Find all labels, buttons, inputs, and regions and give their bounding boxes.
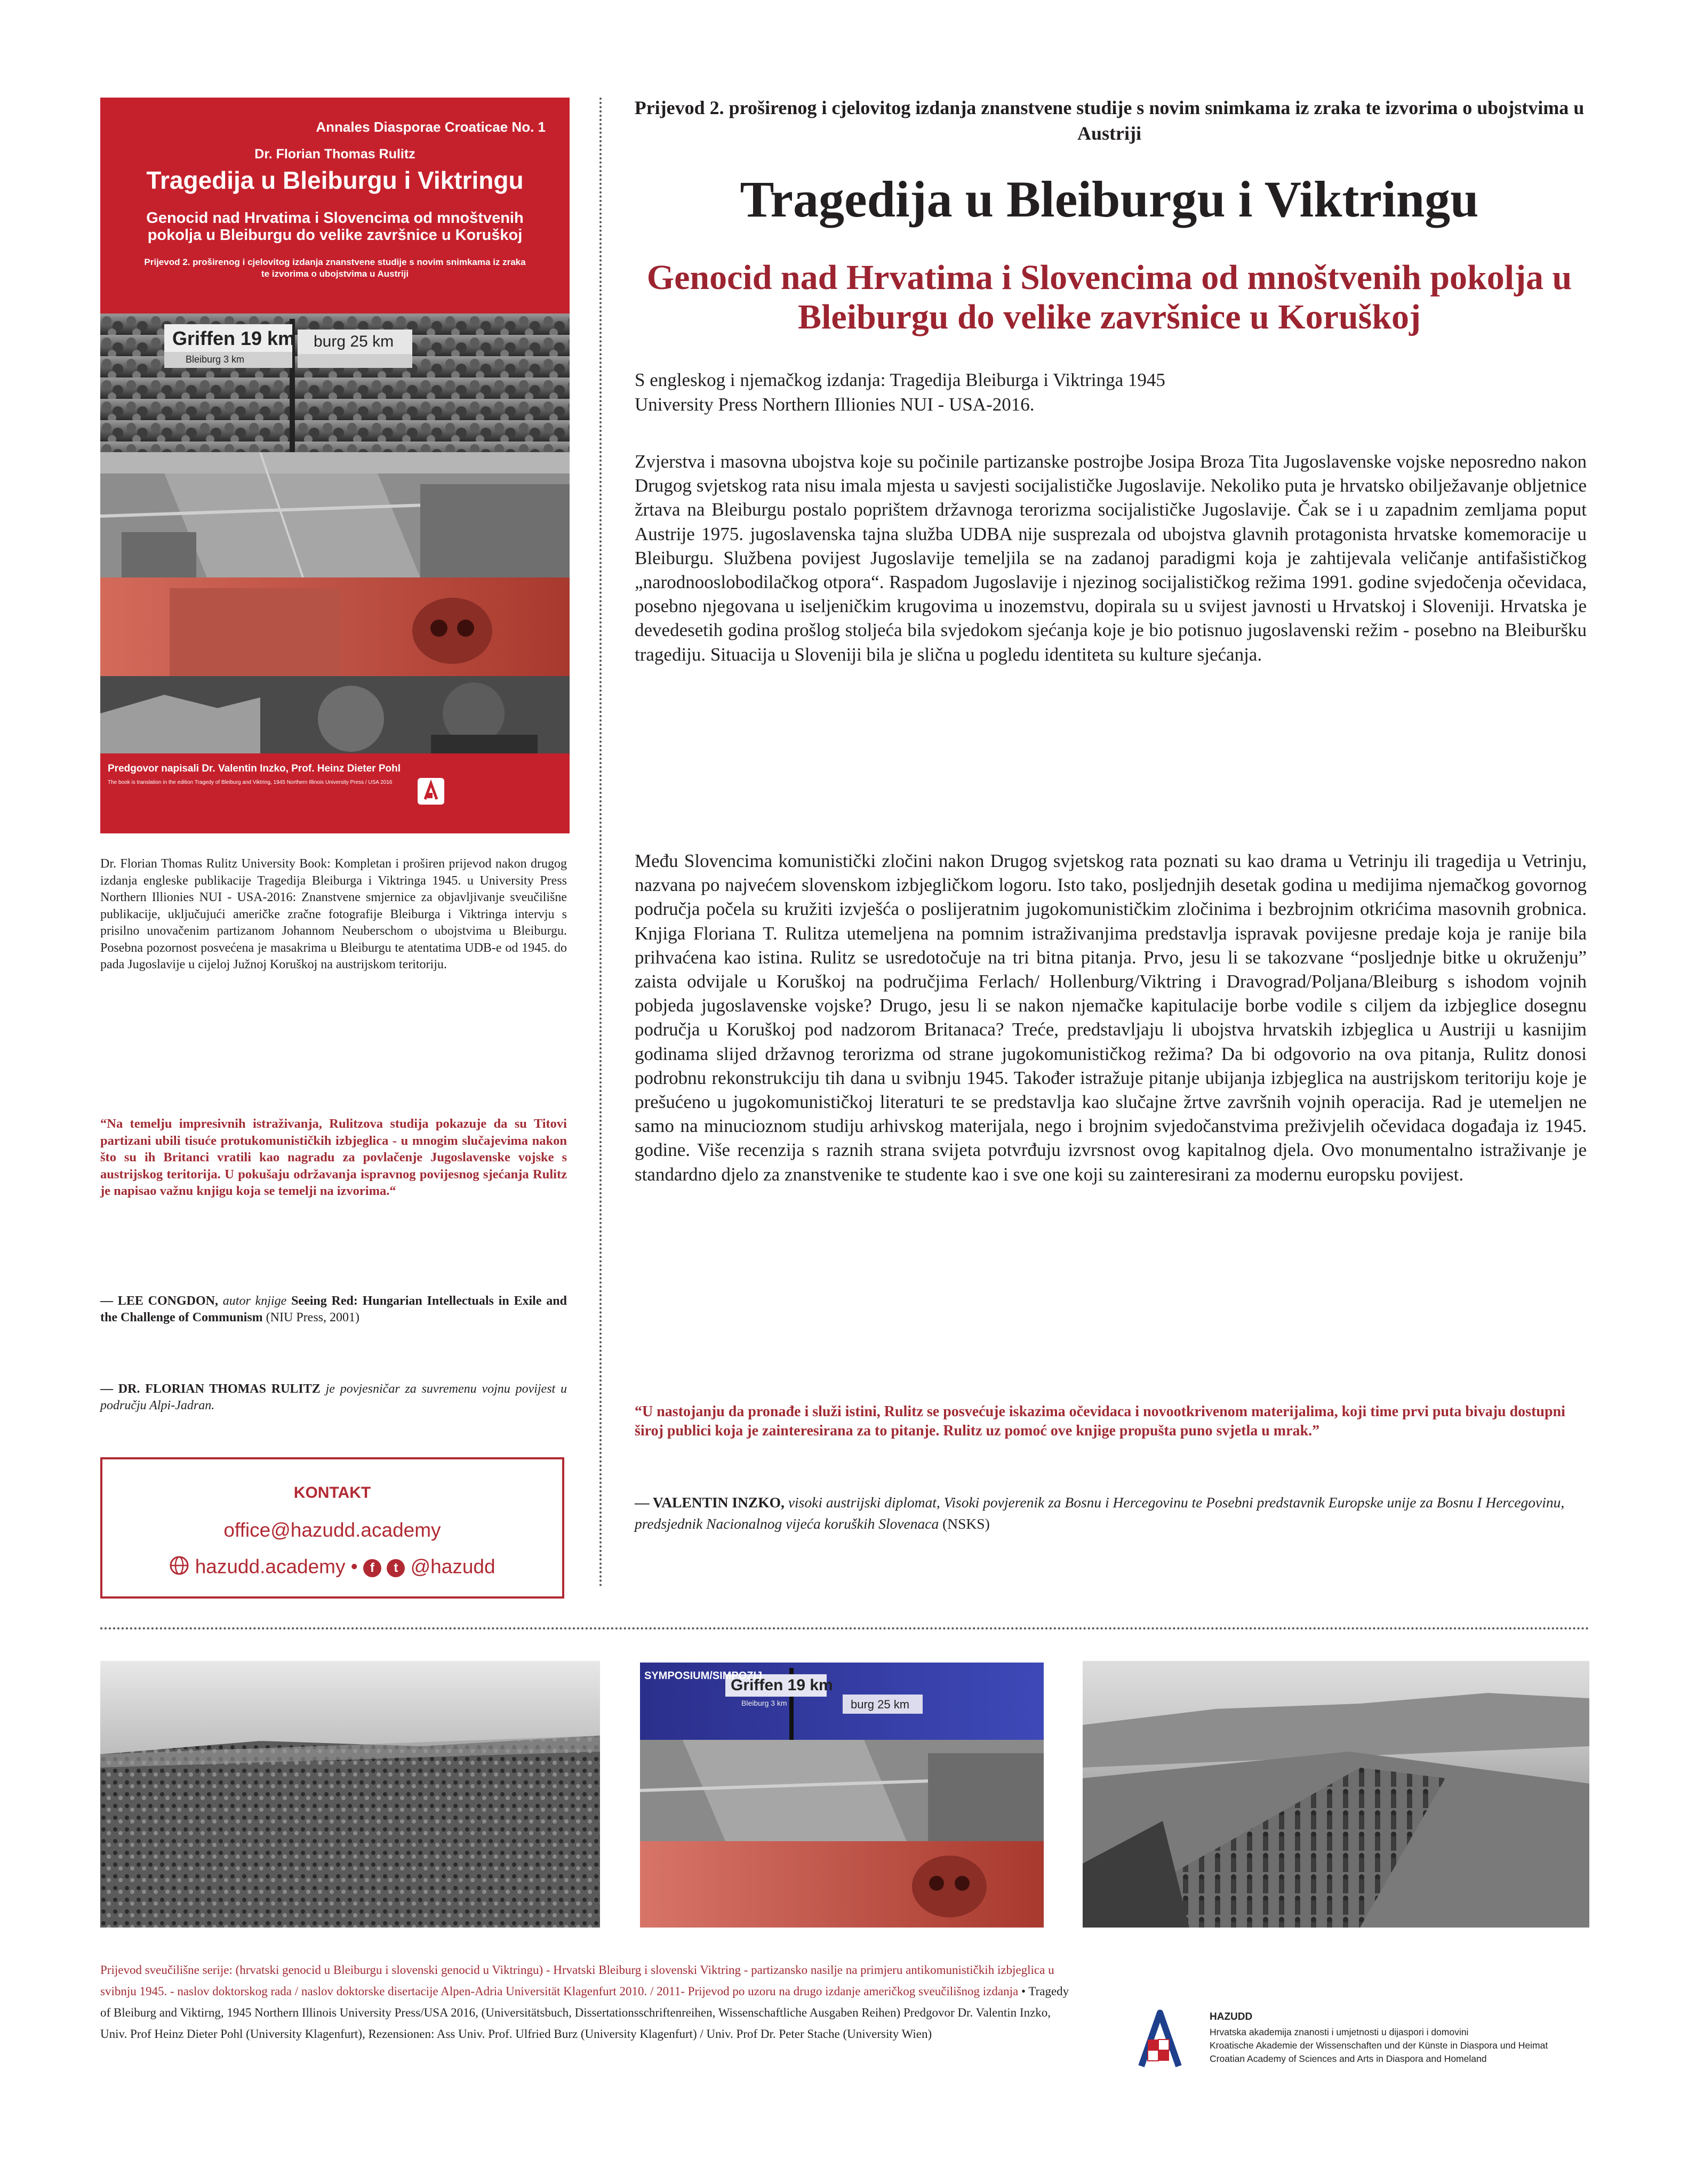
book-cover [100,98,570,833]
crowd-field-photo [100,1661,600,1928]
cover-header [100,98,570,314]
page-subtitle: Genocid nad Hrvatima i Slovencima od mnoštvenih pokolja u Bleiburgu do velike završnice u Koruškoj [646,258,1572,336]
sign-bleiburg: Bleiburg 3 km [186,354,245,365]
cover-crowd-photo [100,314,570,452]
attr-role: je povjesničar za suvremenu vojnu povijest u području Alpi-Jadran. [100,1382,567,1412]
cover-skull-photo [100,577,570,676]
facebook-icon[interactable]: f [363,1559,381,1577]
cover-subtitle: Genocid nad Hrvatima i Slovencima od mnoštvenih pokolja u Bleiburgu do velike završnice u Koruškoj [146,210,524,244]
org-name-en: Croatian Academy of Sciences and Arts in Diaspora and Homeland [1210,2053,1487,2064]
attr-role: autor knjige [222,1294,287,1308]
footer-credits [100,1960,1071,2045]
cover-aerial-photo [100,452,570,577]
attr-name: — LEE CONGDON, [100,1294,218,1308]
cover-note: Prijevod 2. proširenog i cjelovitog izdanja znanstvene studije s novim snimkama iz zraka te izvorima o ubojstvima u Austriji [144,257,526,279]
footer-red-text: Prijevod sveučilišne serije: (hrvatski genocid u Bleiburgu i slovenski genocid u Viktringu) - Hrvatski Bleiburg i slovenski Viktring - partizansko nasilje na primjeru antikomunističkih izbjeglica u svibnju 1945. - naslov doktorskog rada / naslov doktorske disertacije Alpen-Adria Universität Klagenfurt 2010. / 2011- Prijevod po uzoru na drugo izdanje američkog sveučilišnog izdanja [100,1963,1054,1998]
book-description: Dr. Florian Thomas Rulitz University Book: Kompletan i proširen prijevod nakon drugog izdanja engleske publikacije Tragedija Bleiburga i Viktringa 1945. u University Press Northern Illionies NUI - USA-2016: Znanstvene smjernice za objavljivanje sveučilišne publikacije, uključujući američke zračne fotografije Bleiburga i Viktringa intervju s prisilno unovačenim partizanom Johannom Neuberschom o ubojstvima u Bleiburgu. Posebna pozornost posvećena je masakrima u Bleiburgu te atentatima UDB-e od 1945. do pada Jugoslavije u cijeloj Južnoj Koruškoj na austrijskom teritoriju. [100,857,567,971]
hazudd-logo [1131,2002,1189,2071]
cover-series: Annales Diasporae Croaticae No. 1 [316,119,546,135]
right-attribution [635,1492,1587,1535]
globe-icon [169,1555,189,1580]
cover-title: Tragedija u Bleiburgu i Viktringu [146,166,524,194]
attr-tail: (NSKS) [942,1515,990,1532]
contact-heading: KONTAKT [293,1484,371,1502]
kicker: Prijevod 2. proširenog i cjelovitog izdanja znanstvene studije s novim snimkama iz zraka te izvorima o ubojstvima u Austriji [634,97,1585,144]
attr-name: — VALENTIN INZKO, [635,1494,785,1511]
org-name-hr: Hrvatska akademija znanosti i umjetnosti u dijaspori i domovini [1210,2027,1469,2037]
source-info [635,368,1584,417]
page-title: Tragedija u Bleiburgu i Viktringu [740,171,1479,228]
source-line-1: S engleskog i njemačkog izdanja: Tragedija Bleiburga i Viktringa 1945 [635,370,1165,390]
source-line-2: University Press Northern Illionies NUI - USA-2016. [635,394,1035,415]
symposium-collage-photo [640,1663,1044,1928]
attr-name: — DR. FLORIAN THOMAS RULITZ [100,1382,321,1396]
cover-logo [418,778,444,805]
attr-publisher: (NIU Press, 2001) [266,1311,359,1324]
contact-website[interactable]: hazudd.academy [195,1555,346,1578]
horizontal-divider [100,1627,1590,1629]
symposium-label: SYMPOSIUM/SIMPOZIJ [644,1670,763,1682]
left-attribution-rulitz [100,1381,567,1414]
left-quote: “Na temelju impresivnih istraživanja, Rulitzova studija pokazuje da su Titovi partizani ubili tisuće protukomunističkih izbjeglica - u mnogim slučajevima nakon što su ih Britanci vratili kao nagradu za povlačenje Jugoslavenske vojske s austrijskog teritorija. U pokušaju održavanja ispravnog povijesnog sjećanja Rulitz je napisao važnu knjigu koja se temelji na izvorima.“ [100,1117,567,1198]
marching-column-photo [1083,1661,1589,1928]
sign-burg: burg 25 km [314,333,394,350]
cover-small-print: The book is translation in the edition Tragedy of Bleiburg and Viktring, 1945 Northern Illinois University Press / USA 2016 [108,780,393,785]
attr-book: Seeing Red: Hungarian Intellectuals in Exile and the Challenge of Communism [100,1294,567,1324]
organization-info [1210,2010,1679,2066]
contact-separator: • [350,1555,358,1578]
attr-role: visoki austrijski diplomat, Visoki povjerenik za Bosnu i Hercegovinu te Posebni predstavnik Europske unije za Bosnu I Hercegovinu, predsjednik Nacionalnog vijeća koruških Slovenaca [635,1494,1565,1532]
sign-burg: burg 25 km [851,1698,910,1711]
right-quote: “U nastojanju da pronađe i služi istini, Rulitz se posvećuje iskazima očevidaca i novootkrivenom materijalima, koji time prvi puta bivaju dostupni široj publici koja je zainteresirana za to pitanje. Rulitz uz pomoć ove knjige propušta puno svjetla u mrak.” [635,1403,1565,1439]
twitter-icon[interactable]: t [387,1559,405,1577]
vertical-divider [599,98,602,1588]
body-paragraph-2: Među Slovencima komunistički zločini nakon Drugog svjetskog rata poznati su kao drama u Vetrinju ili tragedija u Vetrinju, nazvana po najvećem slovenskom izbjegličkom logoru. Isto tako, posljednjih desetak godina u medijima njemačkog govornog područja počela su kružiti izvješća o poslijeratnim jugokomunističkim zločinima i bezbrojnim otkrićima masovnih grobnica. Knjiga Floriana T. Rulitza utemeljena na pomnim istraživanjima predstavlja ispravak povijesne predaje koja je ranije bila prihvaćena kao istina. Rulitz se usredotočuje na tri bitna pitanja. Prvo, jesu li se takozvane “posljednje bitke u okruženju” zaista odvijale u Koruškoj na područjima Ferlach/ Hollenburg/Viktring i Dravograd/Poljana/Bleiburg s ishodom vojnih pobjeda jugoslavenske vojske? Drugo, jesu li se nakon njemačke kapitulacije borbe vodile s ciljem da izbjeglice dosegnu područja u Koruškoj pod nadzorom Britanaca? Treće, predstavljaju li ubojstva hrvatskih izbjeglica u Austriji u kasnijim godinama slijed državnog terorizma od strane jugokomunističkog režima? Da bi odgovorio na ova pitanja, Rulitz donosi podrobnu rekonstrukciju tih dana u svibnju 1945. Također istražuje pitanje ubijanja izbjeglica na austrijskom teritoriju koje je prešućeno u jugokomunističkoj literaturi te se predstavlja kao slučajne žrtve završnih vojnih operacija. Rad je utemeljen ne samo na minucioznom studiju arhivskog materijala, nego i brojnim svjedočanstvima preživjelih očevidaca događaja iz 1945. godine. Više recenzija s raznih strana svijeta potvrđuju izvrsnost ovog kapitalnog djela. Ovo monumentalno istraživanje je standardno djelo za znanstvenike te studente kao i sve one koji su zainteresirani za modernu europsku povijest. [635,850,1587,1185]
org-name: HAZUDD [1210,2011,1253,2022]
left-attribution-congdon [100,1293,567,1326]
cover-portraits-photo [100,676,570,753]
sign-bleiburg: Bleiburg 3 km [741,1699,787,1707]
contact-handle[interactable]: @hazudd [410,1555,495,1578]
cover-author: Dr. Florian Thomas Rulitz [254,147,415,162]
cover-preface: Predgovor napisali Dr. Valentin Inzko, Prof. Heinz Dieter Pohl [108,763,401,774]
footer-black-text: • Tragedy of Bleiburg and Viktirng, 1945 Northern Illinois University Press/USA 2016, (Universitätsbuch, Dissertationsschriftenreihen, Wissenschaftliche Ausgaben Reihen) Predgovor Dr. Valentin Inzko, Univ. Prof Heinz Dieter Pohl (University Klagenfurt), Rezensionen: Ass Univ. Prof. Ulfried Burz (University Klagenfurt) / Univ. Prof Dr. Peter Stache (University Wien) [100,1985,1069,2041]
cover-footer [100,753,570,833]
contact-social-line [102,1555,562,1580]
org-name-de: Kroatische Akademie der Wissenschaften und der Künste in Diaspora und Heimat [1210,2040,1548,2051]
sign-griffen: Griffen 19 km [172,327,295,349]
sign-griffen: Griffen 19 km [731,1676,833,1694]
contact-box [100,1457,564,1599]
contact-email[interactable]: office@hazudd.academy [223,1519,441,1541]
body-paragraph-1: Zvjerstva i masovna ubojstva koje su počinile partizanske postrojbe Josipa Broza Tita Jugoslavenske vojske neposredno nakon Drugog svjetskog rata nisu imala mjesta u savjesti socijalističke Jugoslavije. Nekoliko puta je hrvatsko obilježavanje obljetnice žrtava na Bleiburgu postalo poprištem državnoga terorizma socijalističke Jugoslavije. Čak se i u zapadnim zemljama poput Austrije 1975. jugoslavenska tajna služba UDBA nije susprezala od ubojstva glavnih protagonista hrvatske komemoracije u Bleiburgu. Službena povijest Jugoslavije temeljila se na zadanoj paradigmi koja je zahtijevala veličanje antifašističkog „narodnooslobodilačkog otpora“. Raspadom Jugoslavije i njezinog socijalističkog režima 1991. godine svjedočenja očevidaca, posebno njegovana u iseljeničkim krugovima u inozemstvu, dopirala su u svijest javnosti u Hrvatskoj i Sloveniji. Hrvatska je devedesetih godina prošlog stoljeća bila svjedokom sjećanja koje je bio potisnuo jugoslavenski režim - posebno na Bleiburšku tragediju. Situacija u Sloveniji bila je slična u pogledu identiteta su kulture sjećanja. [635,451,1587,665]
